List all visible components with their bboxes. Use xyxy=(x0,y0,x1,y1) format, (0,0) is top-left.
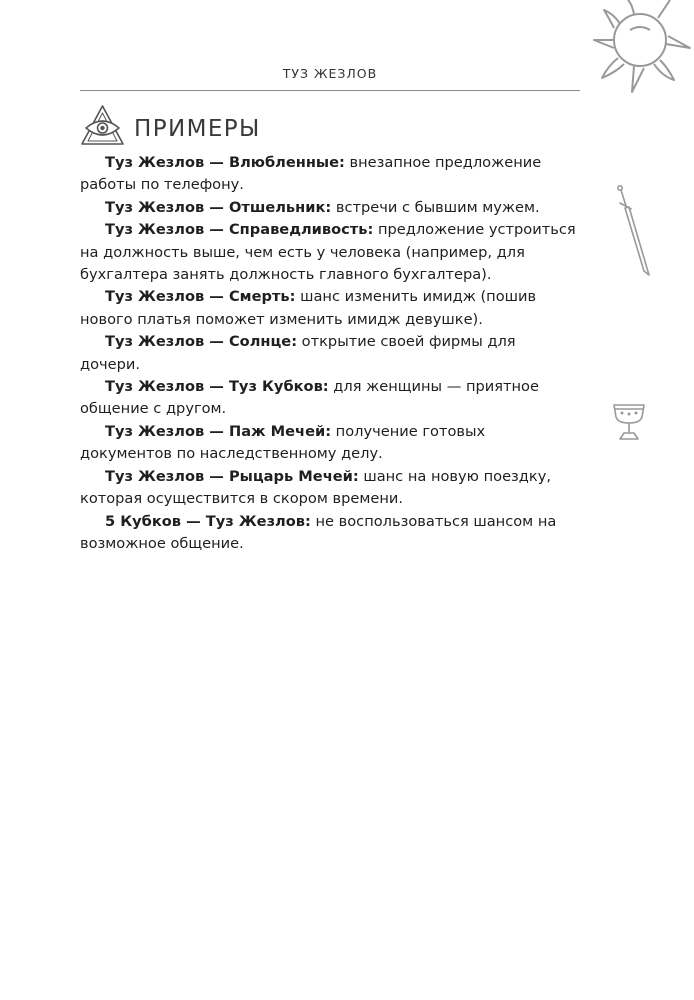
example-paragraph xyxy=(80,152,580,197)
example-meaning: получение готовых документов по наследственному делу. xyxy=(80,422,486,463)
example-meaning: не воспользоваться шансом на возможное общение. xyxy=(80,512,557,552)
header-rule xyxy=(80,90,580,91)
card-combination: Туз Жезлов — Отшельник: xyxy=(105,198,332,216)
example-paragraph xyxy=(80,219,580,286)
card-combination: Туз Жезлов — Паж Мечей: xyxy=(105,422,332,440)
example-paragraph xyxy=(80,511,580,556)
card-combination: Туз Жезлов — Рыцарь Мечей: xyxy=(105,467,359,485)
section-title: ПРИМЕРЫ xyxy=(134,116,261,142)
card-combination: Туз Жезлов — Туз Кубков: xyxy=(105,378,329,396)
example-paragraph xyxy=(80,286,580,331)
card-combination: Туз Жезлов — Влюбленные: xyxy=(105,154,345,171)
example-meaning: предложение устроиться на должность выше, чем есть у человека (например, для бухгалтера занять должность главного бухгалтера). xyxy=(80,221,576,284)
example-meaning: шанс на новую поездку, которая осуществится в скором времени. xyxy=(80,467,551,508)
example-paragraph xyxy=(80,376,580,421)
eye-icon xyxy=(80,104,125,146)
card-combination: 5 Кубков — Туз Жезлов: xyxy=(105,512,311,530)
example-meaning: шанс изменить имидж (пошив нового платья поможет изменить имидж девушке). xyxy=(80,288,537,328)
cup-icon xyxy=(612,403,646,441)
example-meaning: встречи с бывшим мужем. xyxy=(331,198,540,216)
example-paragraph xyxy=(80,466,580,511)
example-paragraph xyxy=(80,331,580,376)
sun-icon xyxy=(574,0,694,104)
card-combination: Туз Жезлов — Солнце: xyxy=(105,333,298,351)
sword-icon xyxy=(613,185,657,277)
example-paragraph xyxy=(80,421,580,466)
example-meaning: для женщины — приятное общение с другом. xyxy=(80,378,539,418)
running-head: ТУЗ ЖЕЗЛОВ xyxy=(282,66,378,81)
example-meaning: открытие своей фирмы для дочери. xyxy=(80,333,516,373)
card-combination: Туз Жезлов — Смерть: xyxy=(105,288,296,306)
example-paragraph xyxy=(80,197,580,219)
card-combination: Туз Жезлов — Справедливость: xyxy=(105,221,374,239)
examples-list xyxy=(80,152,580,555)
example-meaning: внезапное предложение работы по телефону. xyxy=(80,154,542,194)
